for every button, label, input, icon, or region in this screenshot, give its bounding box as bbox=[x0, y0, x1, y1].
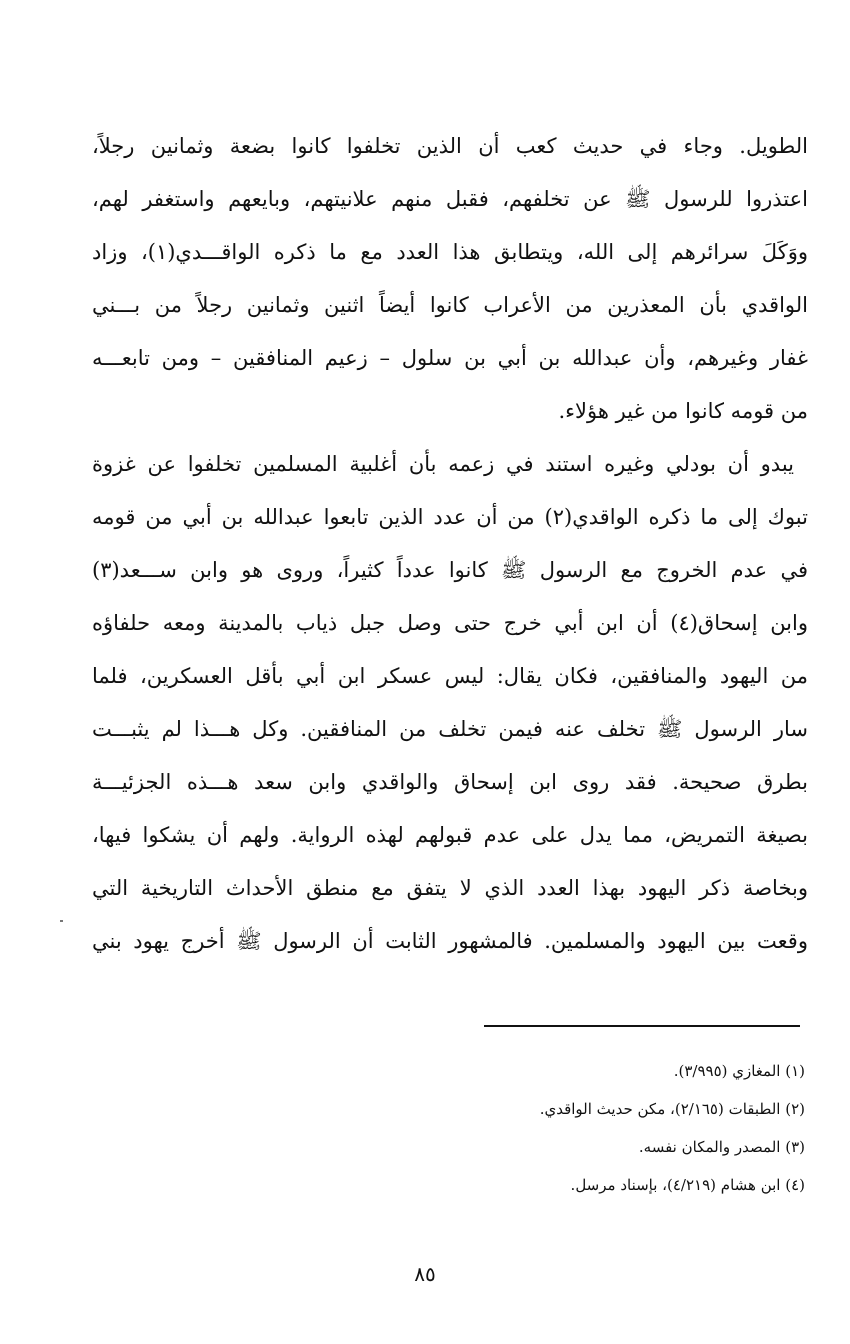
page-number: ٨٥ bbox=[414, 1262, 436, 1286]
text-line: سار الرسول ﷺ تخلف عنه فيمن تخلف من المنافقين. وكل هـــذا لم يثبـــت bbox=[92, 717, 808, 741]
text-line: الطويل. وجاء في حديث كعب أن الذين تخلفوا كانوا بضعة وثمانين رجلاً، bbox=[92, 134, 808, 158]
footnotes bbox=[285, 1052, 805, 1204]
text-line: يبدو أن بودلي وغيره استند في زعمه بأن أغلبية المسلمين تخلفوا عن غزوة bbox=[92, 452, 794, 476]
text-line: تبوك إلى ما ذكره الواقدي(٢) من أن عدد الذين تابعوا عبدالله بن أبي من قومه bbox=[92, 505, 808, 529]
text-line: وقعت بين اليهود والمسلمين. فالمشهور الثابت أن الرسول ﷺ أخرج يهود بني bbox=[92, 929, 808, 953]
text-line: ووَكَلَ سرائرهم إلى الله، ويتطابق هذا العدد مع ما ذكره الواقـــدي(١)، وزاد bbox=[92, 240, 808, 264]
footnote-divider bbox=[484, 1025, 800, 1027]
footnote-3: (٣) المصدر والمكان نفسه. bbox=[638, 1138, 805, 1156]
text-line: بطرق صحيحة. فقد روى ابن إسحاق والواقدي وابن سعد هـــذه الجزئيـــة bbox=[92, 770, 808, 794]
text-line: وبخاصة ذكر اليهود بهذا العدد الذي لا يتفق مع منطق الأحداث التاريخية التي bbox=[92, 876, 808, 900]
footnote-1: (١) المغازي (٣/٩٩٥). bbox=[673, 1062, 805, 1080]
text-line: في عدم الخروج مع الرسول ﷺ كانوا عدداً كثيراً، وروى هو وابن ســـعد(٣) bbox=[92, 558, 808, 582]
footnote-2: (٢) الطبقات (٢/١٦٥)، مكن حديث الواقدي. bbox=[539, 1100, 805, 1118]
text-line: من قومه كانوا من غير هؤلاء. bbox=[558, 399, 808, 423]
text-line: من اليهود والمنافقين، فكان يقال: ليس عسكر ابن أبي بأقل العسكرين، فلما bbox=[92, 664, 808, 688]
footnote-4: (٤) ابن هشام (٤/٢١٩)، بإسناد مرسل. bbox=[570, 1176, 805, 1194]
text-line: وابن إسحاق(٤) أن ابن أبي خرج حتى وصل جبل ذياب بالمدينة ومعه حلفاؤه bbox=[92, 611, 808, 635]
text-line: اعتذروا للرسول ﷺ عن تخلفهم، فقبل منهم علانيتهم، وبايعهم واستغفر لهم، bbox=[92, 187, 808, 211]
text-line: بصيغة التمريض، مما يدل على عدم قبولهم لهذه الرواية. ولهم أن يشكوا فيها، bbox=[92, 823, 808, 847]
scan-speck bbox=[60, 920, 63, 922]
text-line: غفار وغيرهم، وأن عبدالله بن أبي بن سلول – زعيم المنافقين – ومن تابعـــه bbox=[92, 346, 808, 370]
main-text bbox=[92, 120, 808, 968]
text-line: الواقدي بأن المعذرين من الأعراب كانوا أيضاً اثنين وثمانين رجلاً من بـــني bbox=[92, 293, 808, 317]
